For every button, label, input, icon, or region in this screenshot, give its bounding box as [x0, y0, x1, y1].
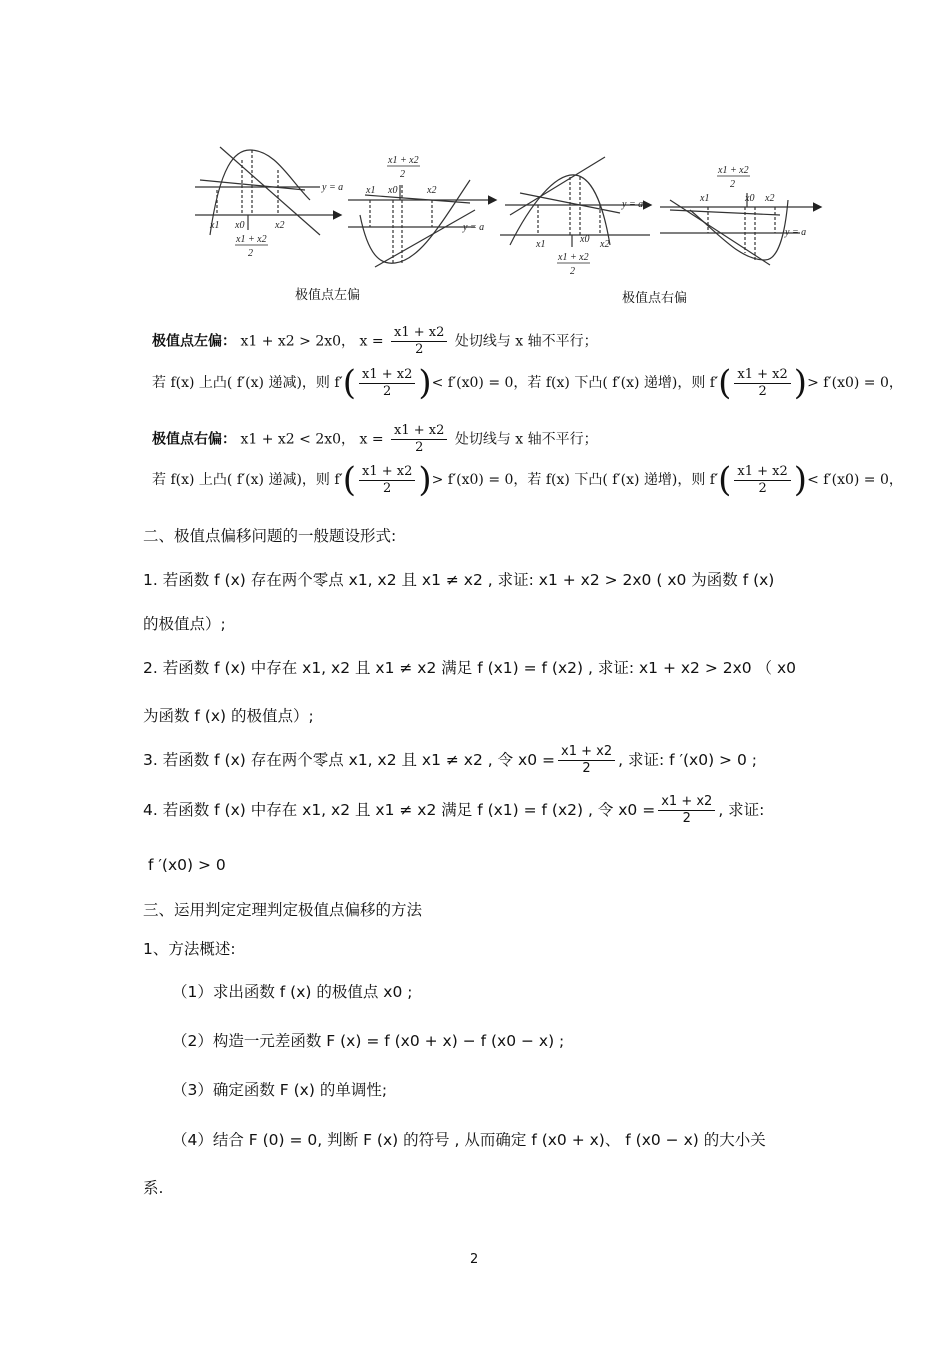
method-overview: 1、方法概述: — [143, 940, 236, 958]
step4-line2: 系. — [143, 1179, 164, 1197]
step1: （1）求出函数 f (x) 的极值点 x0 ; — [172, 983, 413, 1001]
svg-text:x0: x0 — [235, 220, 245, 231]
caption-right-shift: 极值点右偏 — [622, 291, 688, 306]
svg-text:y = a: y = a — [463, 222, 485, 233]
item2-line1: 2. 若函数 f (x) 中存在 x1, x2 且 x1 ≠ x2 满足 f (x1) = f (x2) , 求证: x1 + x2 > 2x0 （ x0 — [143, 659, 797, 677]
svg-text:y = a: y = a — [785, 227, 807, 238]
svg-text:2: 2 — [730, 179, 735, 190]
page-number: 2 — [470, 1252, 479, 1267]
svg-text:x2: x2 — [427, 185, 437, 196]
svg-text:x1 + x2: x1 + x2 — [236, 234, 267, 245]
section2-heading: 二、极值点偏移问题的一般题设形式: — [143, 527, 397, 545]
svg-text:x2: x2 — [275, 220, 285, 231]
right-shift-convexity: 若 f(x) 上凸( f′(x) 递减)，则 f′( $\frac{x1 + x2}{2}$ )> f′(x0) = 0，若 f(x) 下凸( f′(x) 递增)，则 f′( $\frac{x1 + x2}{2}$ )< f′(x0) = 0， — [152, 460, 903, 500]
step4-line1: （4）结合 F (0) = 0, 判断 F (x) 的符号 , 从而确定 f (x0 + x)、 f (x0 − x) 的大小关 — [172, 1131, 766, 1149]
left-shift-definition: 极值点左偏： x1 + x2 > 2x0， x = $\frac{x1 + x2}{2}$ 处切线与 x 轴不平行； — [152, 325, 598, 357]
item4-line2: f ′(x0) > 0 — [148, 856, 226, 874]
left-shift-convexity: 若 f(x) 上凸( f′(x) 递减)，则 f′( $\frac{x1 + x2}{2}$ )< f′(x0) = 0，若 f(x) 下凸( f′(x) 递增)，则 f′( $\frac{x1 + x2}{2}$ )> f′(x0) = 0， — [152, 363, 903, 403]
svg-text:x1 + x2: x1 + x2 — [718, 165, 749, 176]
svg-text:x1: x1 — [700, 193, 710, 204]
svg-text:x2: x2 — [600, 239, 610, 250]
item1-line1: 1. 若函数 f (x) 存在两个零点 x1, x2 且 x1 ≠ x2 , 求证: x1 + x2 > 2x0 ( x0 为函数 f (x) — [143, 571, 775, 589]
item2-line2: 为函数 f (x) 的极值点）; — [143, 707, 314, 725]
svg-text:2: 2 — [570, 266, 575, 277]
caption-left-shift: 极值点左偏 — [295, 288, 361, 303]
svg-text:2: 2 — [248, 248, 253, 259]
svg-text:x1: x1 — [210, 220, 220, 231]
right-shift-definition: 极值点右偏： x1 + x2 < 2x0， x = $\frac{x1 + x2}{2}$ 处切线与 x 轴不平行； — [152, 423, 598, 455]
item3: 3. 若函数 f (x) 存在两个零点 x1, x2 且 x1 ≠ x2 , 令 x0 = $\frac{x1 + x2}{2}$ , 求证: f ′(x0) > 0 ; — [143, 744, 757, 776]
svg-text:x0: x0 — [388, 185, 398, 196]
svg-text:x0: x0 — [580, 234, 590, 245]
item4-line1: 4. 若函数 f (x) 中存在 x1, x2 且 x1 ≠ x2 满足 f (x1) = f (x2) , 令 x0 = $\frac{x1 + x2}{2}$ , 求证: — [143, 794, 765, 826]
svg-text:x0: x0 — [745, 193, 755, 204]
svg-text:x1 + x2: x1 + x2 — [558, 252, 589, 263]
section3-heading: 三、运用判定定理判定极值点偏移的方法 — [143, 901, 423, 919]
item1-line2: 的极值点）; — [143, 615, 226, 633]
step2: （2）构造一元差函数 F (x) = f (x0 + x) − f (x0 − x) ; — [172, 1032, 565, 1050]
svg-text:y = a: y = a — [622, 199, 644, 210]
svg-text:x2: x2 — [765, 193, 775, 204]
ya-label-1: y = a — [322, 182, 344, 193]
svg-text:2: 2 — [400, 169, 405, 180]
svg-text:x1: x1 — [366, 185, 376, 196]
step3: （3）确定函数 F (x) 的单调性; — [172, 1081, 388, 1099]
extremum-shift-figure — [180, 135, 840, 315]
svg-text:x1 + x2: x1 + x2 — [388, 155, 419, 166]
svg-text:x1: x1 — [536, 239, 546, 250]
